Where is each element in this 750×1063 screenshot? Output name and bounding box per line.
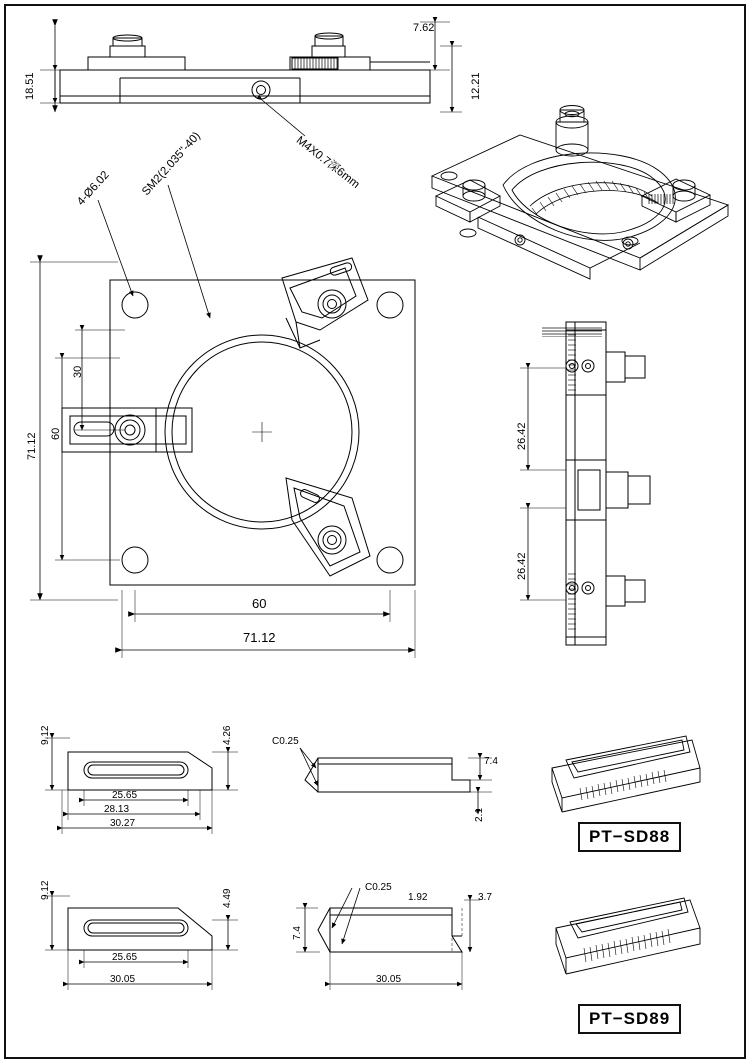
dim-4-26: 4.26: [222, 725, 233, 745]
dim-60-bottom: 60: [252, 596, 267, 611]
dim-71-12-left: 71.12: [26, 432, 38, 460]
note-m4-thread: M4X0.7深6mm: [293, 134, 362, 192]
dim-30-05-sd89-side: 30.05: [376, 974, 402, 985]
dim-26-42-lower: 26.42: [516, 552, 528, 580]
dim-9-12-sd89: 9.12: [40, 880, 51, 900]
dim-7-62: 7.62: [413, 22, 435, 34]
dim-25-65-sd89: 25.65: [112, 952, 138, 963]
dim-9-12-sd88: 9.12: [40, 725, 51, 745]
dim-71-12-bottom: 71.12: [243, 630, 276, 645]
dim-7-4-sd88: 7.4: [484, 756, 498, 767]
dim-7-4-sd89: 7.4: [292, 926, 303, 940]
dim-12-21: 12.21: [470, 72, 482, 100]
dim-60-left: 60: [50, 427, 62, 440]
dim-18-51: 18.51: [24, 72, 36, 100]
part-label-pt-sd88: PT−SD88: [578, 822, 681, 852]
dim-26-42-upper: 26.42: [516, 422, 528, 450]
part-label-pt-sd89: PT−SD89: [578, 1004, 681, 1034]
dim-25-65-sd88: 25.65: [112, 790, 138, 801]
dim-1-92: 1.92: [408, 892, 428, 903]
dim-3-7: 3.7: [478, 892, 492, 903]
dim-30-27: 30.27: [110, 818, 136, 829]
note-sm2-thread: SM2(2.035"-40): [140, 129, 203, 199]
sheet-border: [4, 4, 746, 1059]
note-4-holes: 4-Ø6.02: [75, 169, 112, 209]
dim-4-49: 4.49: [222, 888, 233, 908]
dim-28-13: 28.13: [104, 804, 130, 815]
dim-30-left: 30: [72, 365, 84, 378]
note-chamfer-c025-sd88: C0.25: [272, 736, 299, 747]
note-chamfer-c025-sd89: C0.25: [365, 882, 392, 893]
dim-30-05-sd89-plan: 30.05: [110, 974, 136, 985]
dim-2-1: 2.1: [474, 808, 485, 822]
